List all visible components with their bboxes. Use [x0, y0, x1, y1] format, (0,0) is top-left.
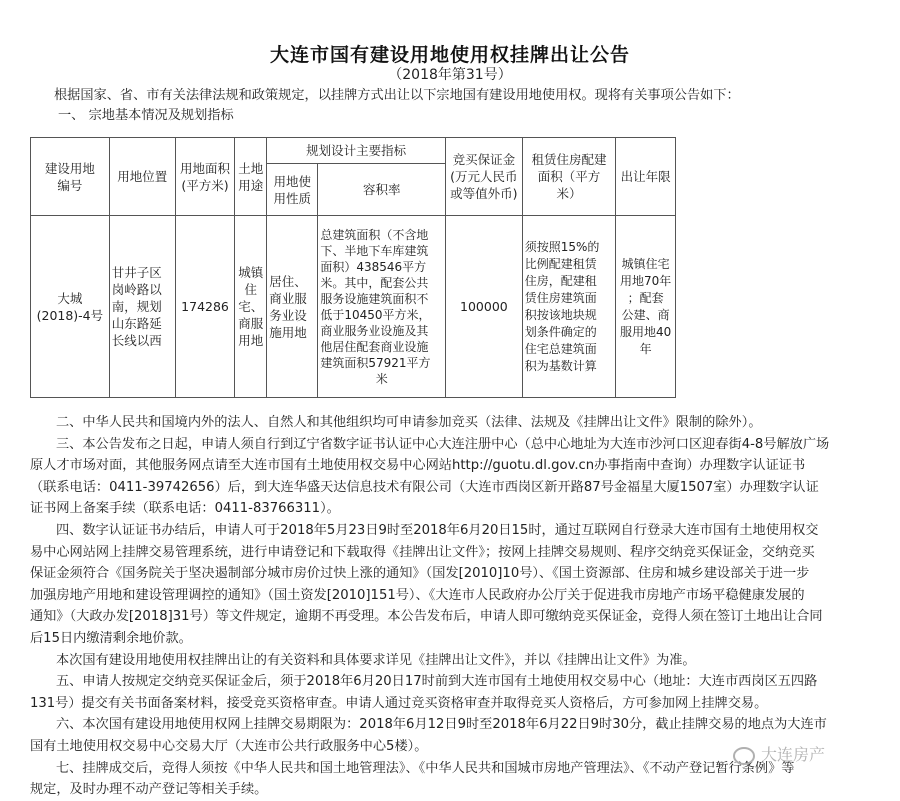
- paragraph-line: 原人才市场对面，其他服务网点请至大连市国有土地使用权交易中心网站http://guotu.dl.gov.cn办事指南中查询）办理数字认证证书: [30, 458, 806, 474]
- cell-land-use: 城镇 住 宅、 商服 用地: [235, 216, 267, 398]
- header-planning: 规划设计主要指标: [267, 138, 446, 164]
- paragraph-line: 易中心网站网上挂牌交易管理系统，进行申请登记和下载取得《挂牌出让文件》；按网上挂牌交易规则、程序交纳竞买保证金，交纳竞买: [30, 544, 815, 560]
- cell-location: 甘井子区 岗岭路以 南，规划 山东路延 长线以西: [109, 216, 175, 398]
- paragraph-line: 规定，及时办理不动产登记等相关手续。: [30, 782, 268, 798]
- paragraph-line: 三、本公告发布之日起，申请人须自行到辽宁省数字证书认证中心大连注册中心（总中心地址为大连市沙河口区迎春街4-8号解放广场: [56, 436, 830, 452]
- paragraph-line: 加强房地产用地和建设管理调控的通知》（国土资发[2010]151号）、《大连市人民政府办公厅关于促进我市房地产市场平稳健康发展的: [30, 587, 805, 603]
- paragraph-line: （联系电话：0411-39742656）后，到大连华盛天达信息技术有限公司（大连市西岗区新开路87号金福星大厦1507室）办理数字认证: [30, 479, 819, 495]
- cell-use-nature: 居住、 商业服 务业设 施用地: [267, 216, 318, 398]
- paragraph-line: 四、数字认证证书办结后，申请人可于2018年5月23日9时至2018年6月20日15时，通过互联网自行登录大连市国有土地使用权交: [56, 522, 819, 538]
- header-location: 用地位置: [109, 138, 175, 216]
- paragraph-line: 本次国有建设用地使用权挂牌出让的有关资料和具体要求详见《挂牌出让文件》，并以《挂牌出让文件》为准。: [56, 652, 696, 668]
- header-land-use: 土地 用途: [235, 138, 267, 216]
- header-deposit: 竞买保证金 (万元人民币 或等值外币): [446, 138, 523, 216]
- paragraph-line: 六、本次国有建设用地使用权网上挂牌交易期限为：2018年6月12日9时至2018年6月22日9时30分，截止挂牌交易的地点为大连市: [56, 717, 827, 733]
- cell-area: 174286: [175, 216, 235, 398]
- watermark: 大连房产: [733, 742, 825, 765]
- paragraph-line: 通知》（大政办发[2018]31号）等文件规定，逾期不再受理。本公告发布后，申请人即可缴纳竞买保证金，竞得人须在签订土地出让合同: [30, 609, 823, 625]
- cell-land-code: 大城 (2018)-4号: [31, 216, 110, 398]
- announcement-number: （2018年第31号）: [388, 67, 512, 83]
- section-heading: 一、 宗地基本情况及规划指标: [58, 108, 234, 123]
- wechat-icon: [733, 747, 755, 765]
- announcement-title: 大连市国有建设用地使用权挂牌出让公告: [269, 44, 630, 66]
- paragraph-line: 证书网上备案手续（联系电话：0411-83766311）。: [30, 501, 340, 517]
- header-rental-housing: 租赁住房配建 面积（平方 米）: [522, 138, 616, 216]
- header-use-nature: 用地使 用性质: [267, 164, 318, 216]
- header-land-code: 建设用地 编号: [31, 138, 110, 216]
- paragraph-line: 131号）提交有关书面备案材料，接受竞买资格审查。申请人通过竞买资格审查并取得竞买人资格后，方可参加网上挂牌交易。: [30, 695, 768, 711]
- header-area: 用地面积 (平方米): [175, 138, 235, 216]
- paragraph-line: 二、中华人民共和国境内外的法人、自然人和其他组织均可申请参加竞买（法律、法规及《挂牌出让文件》限制的除外）。: [56, 415, 762, 430]
- header-far: 容积率: [318, 164, 446, 216]
- paragraph-line: 七、挂牌成交后，竞得人须按《中华人民共和国土地管理法》、《中华人民共和国城市房地产管理法》、《不动产登记暂行条例》等: [56, 760, 795, 776]
- paragraph-line: 后15日内缴清剩余地价款。: [30, 630, 192, 646]
- paragraph-line: 保证金须符合《国务院关于坚决遏制部分城市房价过快上涨的通知》（国发[2010]10号）、《国土资源部、住房和城乡建设部关于进一步: [30, 566, 810, 582]
- header-term: 出让年限: [616, 138, 676, 216]
- intro-paragraph: 根据国家、省、市有关法律法规和政策规定，以挂牌方式出让以下宗地国有建设用地使用权。现将有关事项公告如下：: [54, 88, 740, 103]
- land-parcel-table: [30, 137, 676, 398]
- cell-far: 总建筑面积（不含地 下、半地下车库建筑 面积）438546平方 米。其中，配套公共 服务设施建筑面积不 低于10450平方米， 商业服务业设施及其 他居住配套商业设施 建筑面积57921平方 米: [318, 216, 446, 398]
- paragraph-line: 国有土地使用权交易中心交易大厅（大连市公共行政服务中心5楼）。: [30, 738, 428, 754]
- cell-term: 城镇住宅 用地70年 ；配套 公建、商 服用地40 年: [616, 216, 676, 398]
- cell-deposit: 100000: [446, 216, 523, 398]
- paragraph-line: 五、申请人按规定交纳竞买保证金后，须于2018年6月20日17时前到大连市国有土地使用权交易中心（地址：大连市西岗区五四路: [56, 674, 818, 690]
- cell-rental-housing: 须按照15%的 比例配建租赁 住房，配建租 赁住房建筑面 积按该地块规 划条件确定的 住宅总建筑面 积为基数计算: [522, 216, 616, 398]
